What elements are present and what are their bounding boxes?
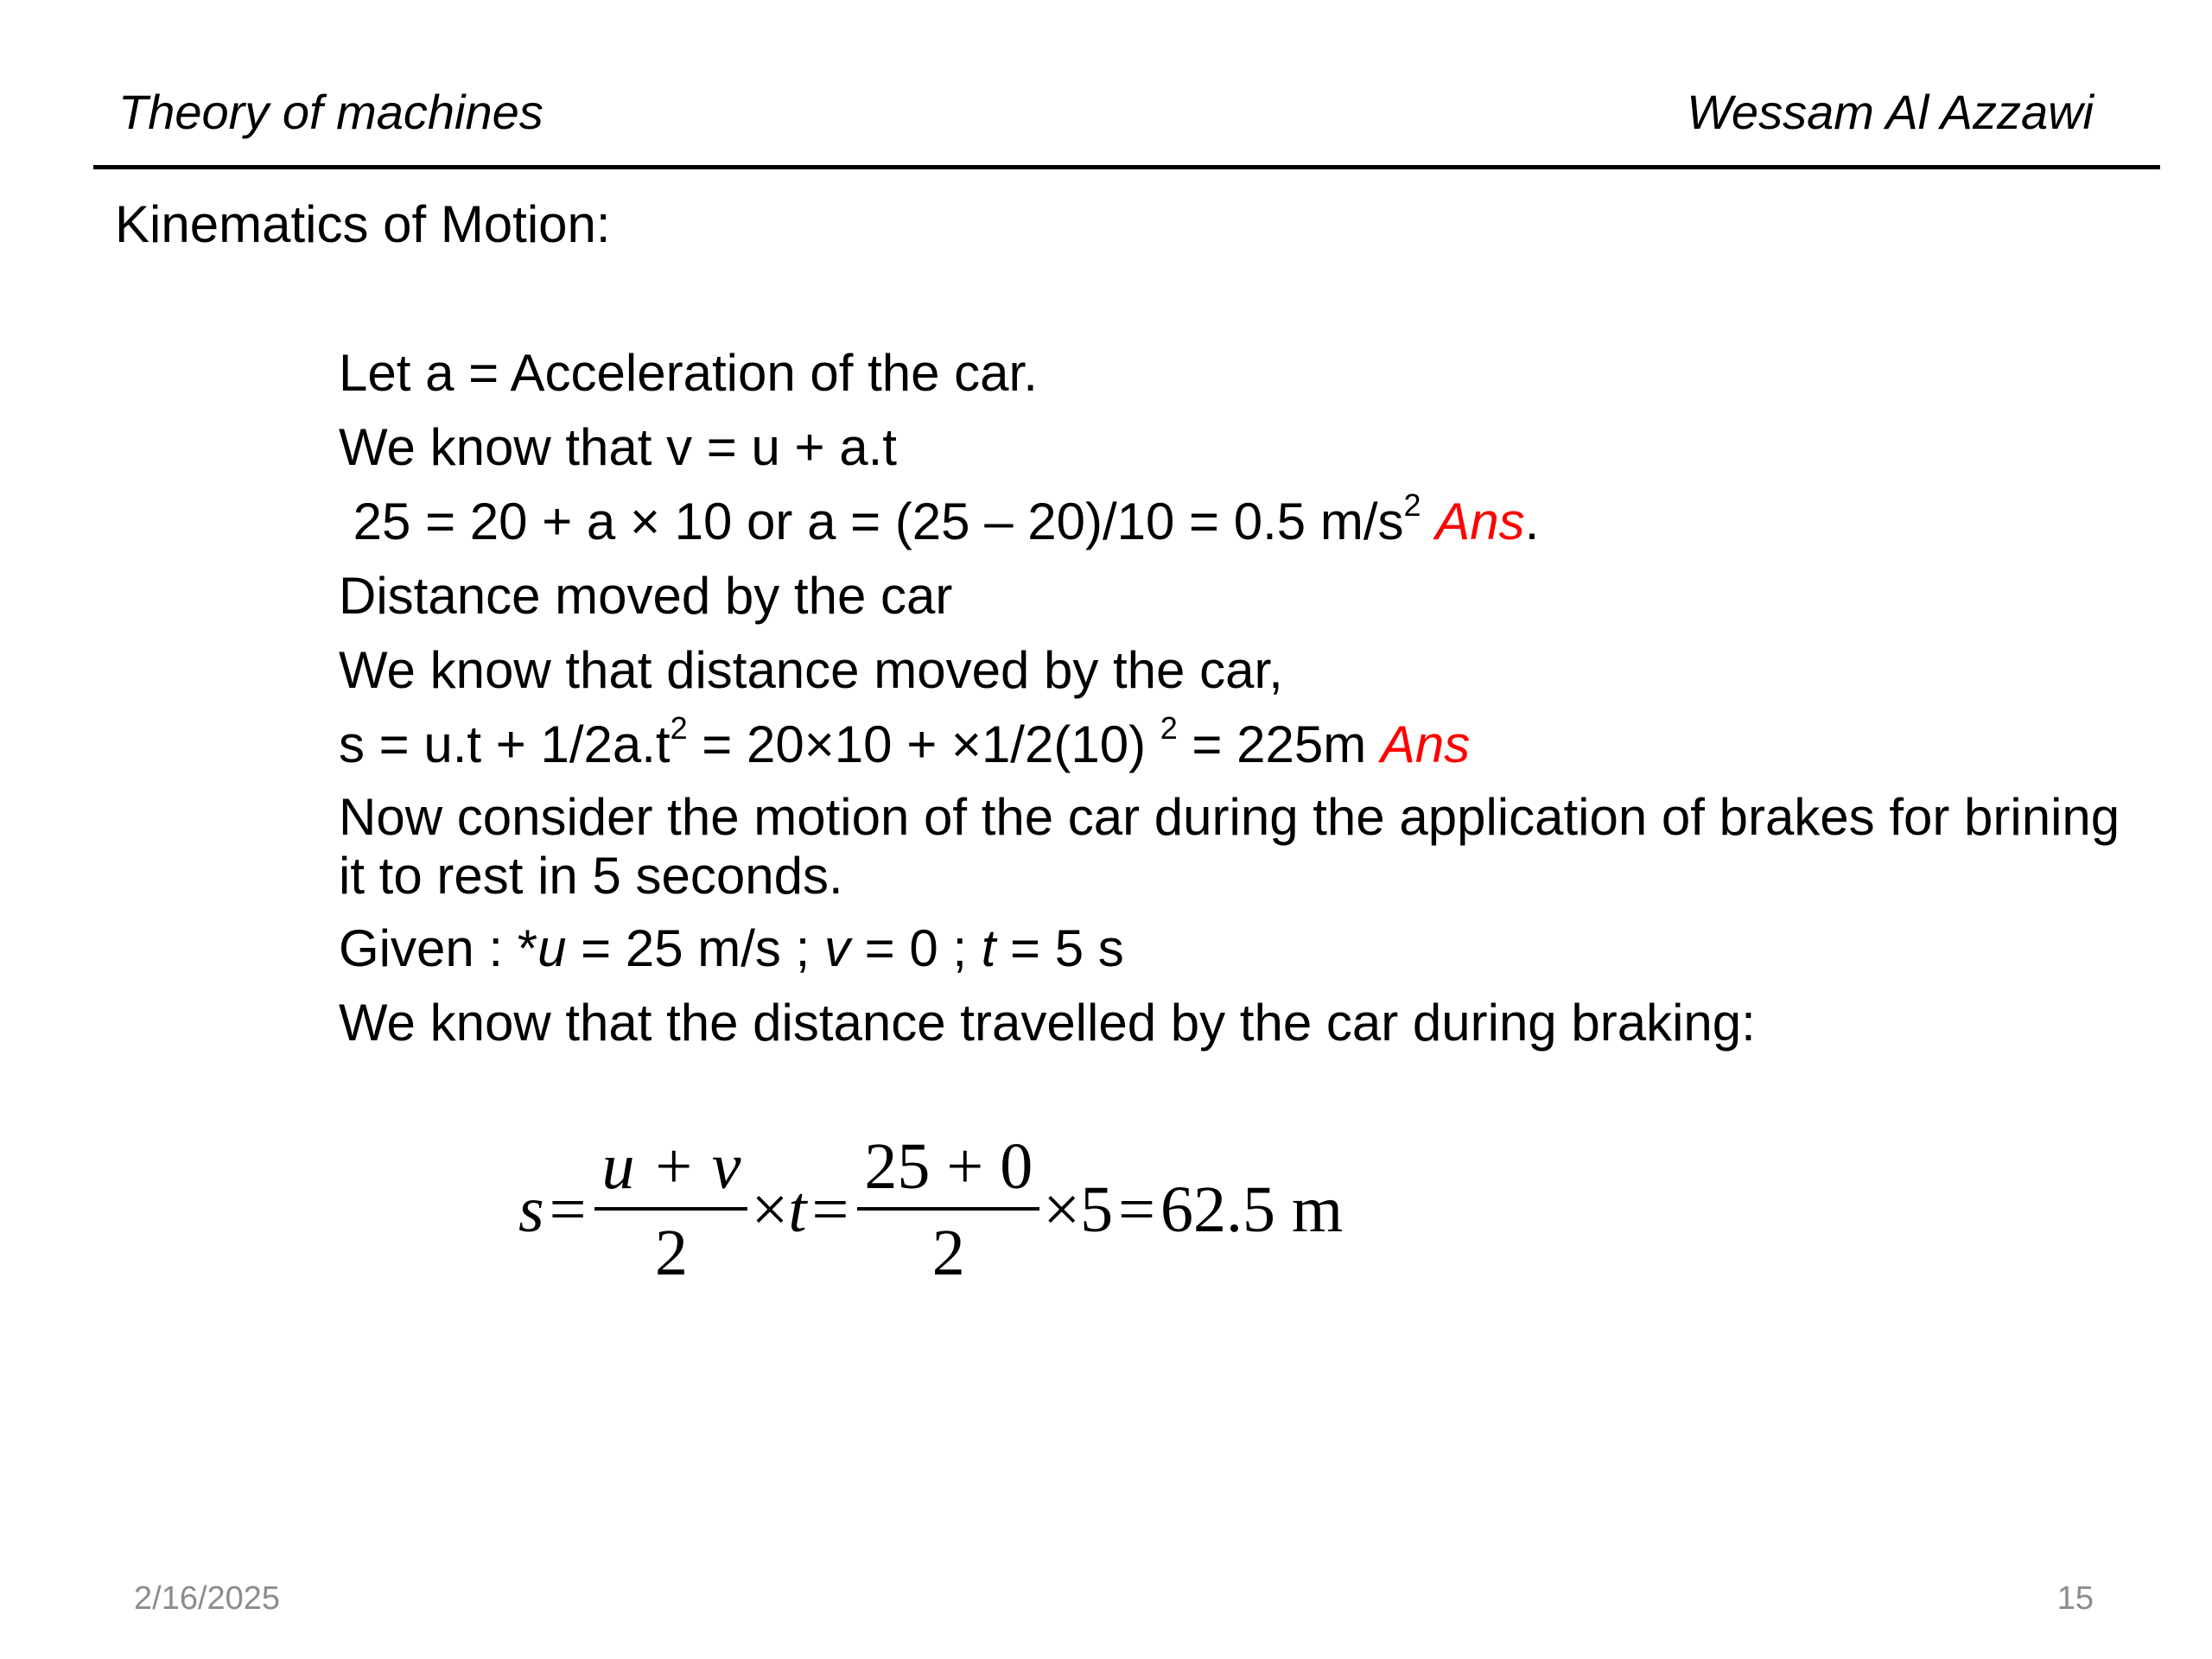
var-u: u xyxy=(537,919,567,977)
eq-equals-1: = xyxy=(549,1173,587,1246)
given-u-value: = 25 m/s ; xyxy=(566,919,824,977)
fraction-25-plus-0 xyxy=(857,1129,1039,1290)
braking-distance-equation xyxy=(518,1123,1343,1296)
answer-label: Ans xyxy=(1380,715,1471,773)
header-divider xyxy=(93,165,2160,169)
superscript-2: 2 xyxy=(1160,710,1178,746)
footer-page-number: 15 xyxy=(2056,1580,2094,1617)
fraction-denominator: 2 xyxy=(654,1217,688,1289)
slide-body xyxy=(339,342,2136,1066)
answer-label: Ans xyxy=(1435,493,1525,550)
given-t-value: = 5 s xyxy=(995,919,1124,977)
acceleration-equation: 25 = 20 + a × 10 or a = (25 – 20)/10 = 0.5 m/s xyxy=(339,493,1404,550)
fraction-numerator: 25 + 0 xyxy=(857,1129,1039,1211)
header-author: Wessam Al Azzawi xyxy=(1687,85,2094,139)
given-label: Given : * xyxy=(339,919,538,977)
body-line-4: Distance moved by the car xyxy=(339,567,953,625)
body-line-2: We know that v = u + a.t xyxy=(339,418,897,476)
given-v-value: = 0 ; xyxy=(849,919,982,977)
eq-times-5: ×5 xyxy=(1043,1173,1114,1246)
fraction-numerator: u + v xyxy=(594,1129,747,1211)
fraction-denominator: 2 xyxy=(931,1217,965,1289)
distance-equation-part-3: = 225m xyxy=(1177,715,1381,773)
eq-equals-2: = xyxy=(811,1173,849,1246)
eq-lhs: s xyxy=(518,1173,544,1246)
body-line-5: We know that distance moved by the car, xyxy=(339,641,1283,699)
superscript-2: 2 xyxy=(670,710,688,746)
eq-equals-3: = xyxy=(1118,1173,1155,1246)
var-v: v xyxy=(823,919,850,977)
fraction-u-plus-v xyxy=(594,1129,747,1290)
body-line-6 xyxy=(339,710,2136,776)
period: . xyxy=(1524,493,1540,550)
eq-result: 62.5 m xyxy=(1160,1173,1344,1246)
superscript-2: 2 xyxy=(1403,487,1421,523)
slide-title: Kinematics of Motion: xyxy=(115,195,611,253)
eq-t: t xyxy=(788,1173,807,1246)
distance-equation-part-1: s = u.t + 1/2a.t xyxy=(339,715,671,773)
body-line-7: Now consider the motion of the car during the application of brakes for brining it to rest in 5 seconds. xyxy=(339,788,2120,905)
header-course-title: Theory of machines xyxy=(118,85,543,139)
body-line-9: We know that the distance travelled by the car during braking: xyxy=(339,994,1756,1052)
var-t: t xyxy=(981,919,996,977)
body-line-8 xyxy=(339,918,2136,980)
distance-equation-part-2: = 20×10 + ×1/2(10) xyxy=(687,715,1160,773)
body-line-1: Let a = Acceleration of the car. xyxy=(339,344,1038,402)
body-line-3 xyxy=(339,487,2136,553)
eq-times: × xyxy=(751,1173,789,1246)
footer-date: 2/16/2025 xyxy=(134,1580,281,1617)
